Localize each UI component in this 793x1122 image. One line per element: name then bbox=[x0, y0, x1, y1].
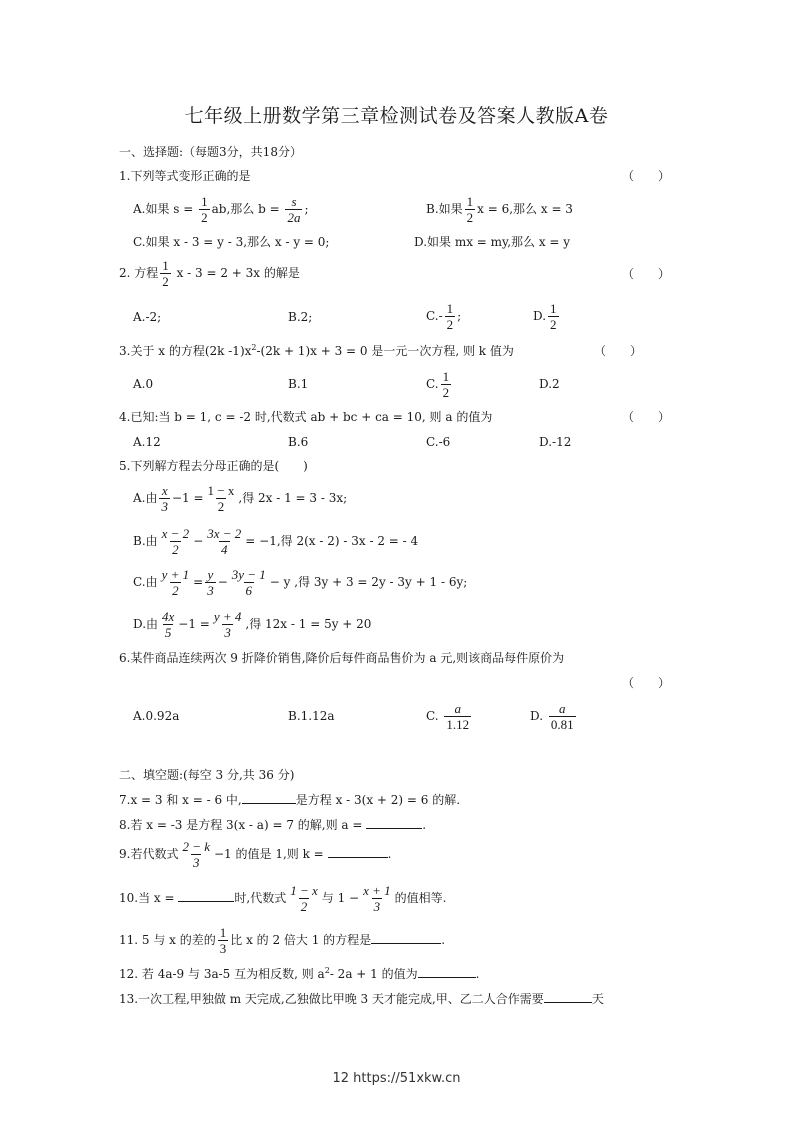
question-1-stem: 1.下列等式变形正确的是 bbox=[119, 169, 251, 183]
question-11: 11. 5 与 x 的差的 $\frac{1}{3}$ 比 x 的 2 倍大 1 的方程是 . bbox=[119, 925, 446, 956]
answer-paren-6: （ ） bbox=[622, 676, 671, 690]
question-1-option-d: D.如果 mx = my,那么 x = y bbox=[414, 235, 571, 249]
blank-8[interactable] bbox=[366, 817, 422, 829]
section-1-heading: 一、选择题:（每题3分，共18分） bbox=[119, 145, 302, 159]
blank-7[interactable] bbox=[242, 792, 296, 804]
question-6-option-c: C. $\frac{a}{1.12}$ bbox=[426, 701, 470, 732]
question-6-stem: 6.某件商品连续两次 9 折降价销售,降价后每件商品售价为 a 元,则该商品每件原价为 bbox=[119, 651, 565, 665]
question-3-option-a: A.0 bbox=[133, 377, 154, 391]
question-5-stem: 5.下列解方程去分母正确的是( ) bbox=[119, 459, 308, 473]
blank-10[interactable] bbox=[178, 890, 234, 902]
question-4-option-d: D.-12 bbox=[539, 435, 572, 449]
question-5-option-a: A.由 $\frac{x}{3}$ −1 = $\frac{1 - x}{2}$ ,得 2x - 1 = 3 - 3x; bbox=[133, 483, 348, 514]
question-5-option-c: C.由 $\frac{y + 1}{2}$ = $\frac{y}{3}$ − $\frac{3y - 1}{6}$ − y ,得 3y + 3 = 2y - 3y + 1 - 6y; bbox=[133, 567, 468, 598]
answer-paren-2: （ ） bbox=[622, 267, 671, 281]
question-4-option-c: C.-6 bbox=[426, 435, 451, 449]
question-3-option-d: D.2 bbox=[539, 377, 560, 391]
question-2-option-c: C.- $\frac{1}{2}$ ; bbox=[426, 301, 462, 332]
question-1-option-b: B.如果 $\frac{1}{2}$ x = 6,那么 x = 3 bbox=[426, 194, 573, 225]
question-2-option-b: B.2; bbox=[288, 310, 313, 324]
question-4-option-b: B.6 bbox=[288, 435, 309, 449]
question-6-option-d: D. $\frac{a}{0.81}$ bbox=[530, 701, 574, 732]
question-10: 10.当 x = 时,代数式 $\frac{1 - x}{2}$ 与 1 − $\frac{x + 1}{3}$ 的值相等. bbox=[119, 883, 447, 914]
blank-13[interactable] bbox=[544, 991, 592, 1003]
question-6-option-a: A.0.92a bbox=[133, 709, 180, 723]
question-2-stem: 2. 方程 $\frac{1}{2}$ x - 3 = 2 + 3x 的解是 bbox=[119, 258, 300, 289]
answer-paren-1: （ ） bbox=[622, 169, 671, 183]
question-13: 13.一次工程,甲独做 m 天完成,乙独做比甲晚 3 天才能完成,甲、乙二人合作需要 天 bbox=[119, 992, 604, 1006]
question-2-option-d: D. $\frac{1}{2}$ bbox=[533, 301, 557, 332]
answer-paren-4: （ ） bbox=[622, 410, 671, 424]
page-title: 七年级上册数学第三章检测试卷及答案人教版A卷 bbox=[184, 105, 609, 127]
blank-11[interactable] bbox=[371, 932, 441, 944]
question-9: 9.若代数式 $\frac{2 - k}{3}$ −1 的值是 1,则 k = . bbox=[119, 839, 392, 870]
question-12: 12. 若 4a-9 与 3a-5 互为相反数, 则 $a^2-$ 2a + 1 的值为 . bbox=[119, 966, 480, 981]
question-2-option-a: A.-2; bbox=[133, 310, 162, 324]
answer-paren-3: （ ） bbox=[594, 344, 643, 358]
question-8: 8.若 x = -3 是方程 3(x - a) = 7 的解,则 a = . bbox=[119, 818, 427, 832]
page-footer: 12 https://51xkw.cn bbox=[332, 1071, 461, 1086]
question-1-option-c: C.如果 x - 3 = y - 3,那么 x - y = 0; bbox=[133, 235, 330, 249]
question-5-option-d: D.由 $\frac{4x}{5}$ −1 = $\frac{y + 4}{3}$ ,得 12x - 1 = 5y + 20 bbox=[133, 609, 372, 640]
section-2-heading: 二、填空题:(每空 3 分,共 36 分) bbox=[119, 768, 295, 782]
question-3-option-b: B.1 bbox=[288, 377, 309, 391]
question-3-stem: 3.关于 x 的方程(2k $-1)x^2-(2k + 1)x + 3 = 0$ 是一元一次方程, 则 k 值为 bbox=[119, 343, 514, 358]
blank-12[interactable] bbox=[418, 966, 476, 978]
question-4-option-a: A.12 bbox=[133, 435, 161, 449]
blank-9[interactable] bbox=[328, 846, 388, 858]
question-3-option-c: C. $\frac{1}{2}$ bbox=[426, 369, 450, 400]
question-7: 7.x = 3 和 x = - 6 中, 是方程 x - 3(x + 2) = 6 的解. bbox=[119, 793, 461, 807]
question-5-option-b: B.由 $\frac{x - 2}{2}$ − $\frac{3x - 2}{4}$ = −1,得 2(x - 2) - 3x - 2 = - 4 bbox=[133, 526, 419, 557]
question-1-option-a: A.如果 s = $\frac{1}{2}$ ab,那么 b = $\frac{s}{2a}$ ; bbox=[133, 194, 309, 225]
question-4-stem: 4.已知:当 b = 1, c = -2 时,代数式 ab + bc + ca = 10, 则 a 的值为 bbox=[119, 410, 493, 424]
question-6-option-b: B.1.12a bbox=[288, 709, 335, 723]
